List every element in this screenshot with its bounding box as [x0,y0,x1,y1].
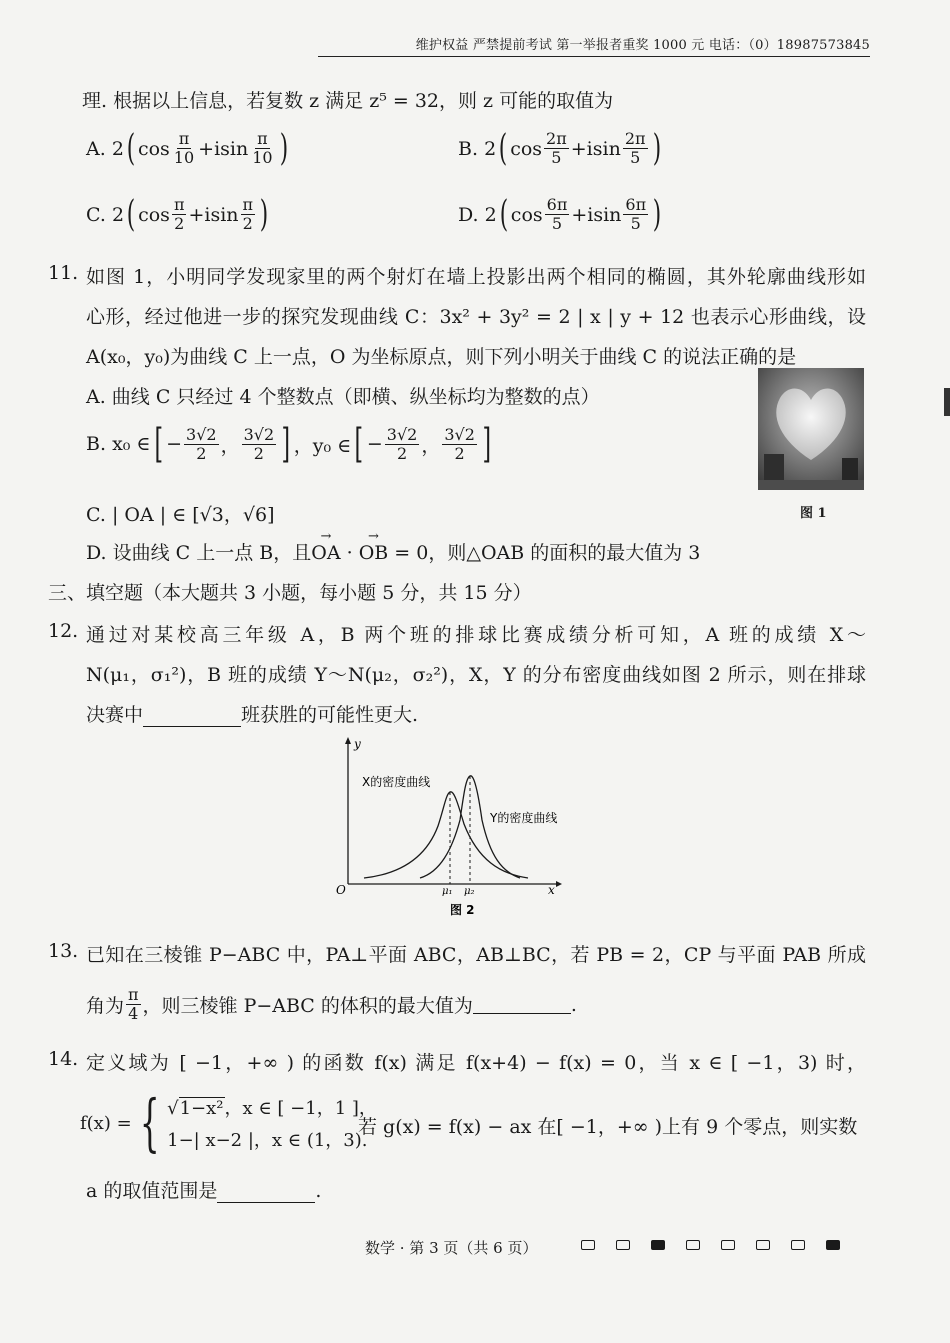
marker-box-empty [791,1240,805,1250]
frac-den: 2 [396,443,408,463]
q14-number: 14. [48,1048,79,1070]
case-2: 1−| x−2 |，x ∈ (1，3). [167,1130,368,1151]
q11-line-3: A(x₀，y₀)为曲线 C 上一点，O 为坐标原点，则下列小明关于曲线 C 的说法正确的是 [86,346,797,368]
q13-line-2-pre: 角为 [86,995,125,1017]
photo-furniture-left [764,454,784,482]
q10-option-b: B. 2 ( cos $\frac{2\pi}{5}$ +isin $\frac{2\pi}{5}$ ) [458,127,661,169]
marker-box-empty [581,1240,595,1250]
option-d-pre: D. 设曲线 C 上一点 B，且 [86,542,312,564]
mu2-label: μ₂ [464,886,475,897]
marker-box-empty [756,1240,770,1250]
option-label: B. [458,137,479,160]
option-label: D. [458,203,479,226]
frac-num: π [257,129,268,148]
q10-option-d: D. 2 ( cos $\frac{6\pi}{5}$ +isin $\frac{6\pi}{5}$ ) [458,193,662,235]
section-3-title: 三、填空题（本大题共 3 小题，每小题 5 分，共 15 分） [48,582,532,604]
figure-2-caption: 图 2 [450,903,475,917]
figure-2-density-plot [330,734,570,924]
frac-den: 5 [630,148,641,167]
frac-num: π [128,985,139,1004]
q14-line-2: 若 g(x) = f(x) − ax 在[ −1，+∞ )上有 9 个零点，则实数 [358,1116,858,1138]
frac-num: 2π [546,129,567,148]
footer-marker-boxes [581,1240,840,1250]
frac-num: π [173,195,185,214]
q11-option-d [86,538,700,565]
case-1: √1−x²，x ∈ [ −1，1 ]， [167,1098,377,1119]
option-mid: +isin [188,203,239,226]
q11-line-1: 如图 1，小明同学发现家里的两个射灯在墙上投影出两个相同的椭圆，其外轮廓曲线形如 [86,266,866,288]
marker-box-filled [826,1240,840,1250]
q10-option-a: A. 2 ( cos $\frac{\pi}{10}$ +isin $\frac{\pi}{10}$ ) [86,127,288,169]
q11-line-2: 心形，经过他进一步的探究发现曲线 C：3x² + 3y² = 2 | x | y + 12 也表示心形曲线，设 [86,306,866,328]
frac-num: 3√2 [444,424,475,444]
scan-edge-mark [944,388,950,416]
dot-op: · [340,542,359,564]
q11-option-b: B. x₀ ∈ [ − $\frac{3√2}{2}$ ， $\frac{3√2}{2}$ ] ，y₀ ∈ [ − $\frac{3√2}{2}$ ， $\frac{3√2}{2}$ ] [86,421,492,467]
option-label: B. [86,433,107,455]
option-mid: +isin [571,203,622,226]
frac-num: 3√2 [243,424,275,444]
frac-den: 10 [173,148,195,167]
fx-label: f(x) = [80,1112,132,1134]
q14-piecewise: f(x) = { √1−x²，x ∈ [ −1，1 ]， 1−| x−2 |，x ∈ (1，3). [80,1086,377,1159]
option-d-post: = 0，则△OAB 的面积的最大值为 3 [388,542,701,564]
frac-den: 4 [128,1004,139,1023]
option-coef: 2 [111,137,124,160]
marker-box-empty [721,1240,735,1250]
option-label: A. [86,137,106,160]
q14-line-3 [86,1176,321,1203]
origin-label: O [336,883,346,897]
y-axis-label: y [354,737,361,751]
x0-in: x₀ ∈ [112,433,151,455]
frac-num: π [178,129,190,148]
figure-1-caption: 图 1 [800,506,827,521]
q13-line-1: 已知在三棱锥 P−ABC 中，PA⊥平面 ABC，AB⊥BC，若 PB = 2，CP 与平面 PAB 所成 [86,944,866,966]
q13-answer-blank[interactable] [473,995,571,1014]
option-fn: cos [510,137,543,160]
photo-floor [758,480,864,490]
y0-in: ，y₀ ∈ [293,434,352,457]
q10-tail-line: 理. 根据以上信息，若复数 z 满足 z⁵ = 32，则 z 可能的取值为 [82,90,614,112]
vector-oa: → OA [311,542,340,564]
q12-line-2: N(μ₁，σ₁²)，B 班的成绩 Y～N(μ₂，σ₂²)，X，Y 的分布密度曲线如图 2 所示，则在排球 [86,664,866,686]
x-density-curve [364,792,528,878]
marker-box-empty [686,1240,700,1250]
frac-num: 6π [625,195,647,214]
q14-answer-blank[interactable] [217,1184,315,1203]
option-label: C. [86,203,106,226]
frac-num: 6π [546,195,568,214]
option-mid: +isin [198,137,249,160]
x-axis-label: x [548,883,555,897]
frac-den: 2 [454,443,465,463]
q12-line-1: 通过对某校高三年级 A，B 两个班的排球比赛成绩分析可知，A 班的成绩 X～ [86,624,866,646]
q12-answer-blank[interactable] [143,708,241,727]
y-axis-arrow [345,737,351,744]
frac-num: 3√2 [186,424,217,444]
page-header: 维护权益 严禁提前考试 第一举报者重奖 1000 元 电话：（0）18987573845 [318,34,870,57]
marker-box-filled [651,1240,665,1250]
q14-end: . [315,1180,322,1202]
q13-line-2 [86,986,577,1023]
frac-den: 5 [551,214,563,233]
minus-sign: − [166,433,183,455]
q12-line-3 [86,700,418,727]
marker-box-empty [616,1240,630,1250]
x-axis-arrow [556,881,562,887]
mu1-label: μ₁ [442,886,453,897]
q11-option-a: A. 曲线 C 只经过 4 个整数点（即横、纵坐标均为整数的点） [86,386,600,408]
frac-den: 2 [242,214,253,233]
frac-num: 2π [624,129,646,148]
option-fn: cos [510,203,543,226]
frac-den: 2 [253,443,264,463]
q11-number: 11. [48,262,79,284]
frac-den: 2 [174,214,185,233]
option-fn: cos [138,203,170,226]
page-footer: 数学 · 第 3 页（共 6 页） [365,1239,538,1257]
q14-line-1: 定义域为 [ −1，+∞ ) 的函数 f(x) 满足 f(x+4) − f(x) = 0，当 x ∈ [ −1，3) 时， [86,1052,866,1074]
x-curve-label: X的密度曲线 [362,775,431,789]
q12-line-3-post: 班获胜的可能性更大. [241,704,419,726]
q10-option-c: C. 2 ( cos $\frac{\pi}{2}$ +isin $\frac{\pi}{2}$ ) [86,193,269,235]
frac-num: π [242,195,254,214]
q13-end: . [570,993,577,1016]
q11-option-c: C. | OA | ∈ [√3，√6] [86,504,275,526]
option-coef: 2 [111,203,125,226]
q14-line-3-pre: a 的取值范围是 [86,1180,218,1202]
q13-line-2-post: ，则三棱锥 P−ABC 的体积的最大值为 [142,995,473,1017]
option-mid: +isin [570,137,621,160]
frac-den: 2 [196,443,207,463]
option-coef: 2 [484,203,497,226]
q12-line-3-pre: 决赛中 [86,704,144,726]
frac-den: 10 [252,148,273,167]
option-coef: 2 [484,137,497,160]
frac-den: 5 [630,214,641,233]
y-curve-label: Y的密度曲线 [490,811,558,825]
frac-num: 3√2 [386,424,418,444]
case-1-domain: ，x ∈ [ −1，1 ]， [224,1098,377,1119]
q12-number: 12. [48,620,79,642]
minus-sign: − [366,433,383,455]
interval-sep: ， [220,434,240,457]
option-fn: cos [137,137,170,160]
case-1-expr: 1−x² [179,1098,224,1119]
figure-1-photo [758,368,864,490]
frac-den: 5 [551,148,562,167]
interval-sep: ， [421,434,441,457]
vector-ob: → OB [359,542,389,564]
q13-number: 13. [48,940,79,962]
